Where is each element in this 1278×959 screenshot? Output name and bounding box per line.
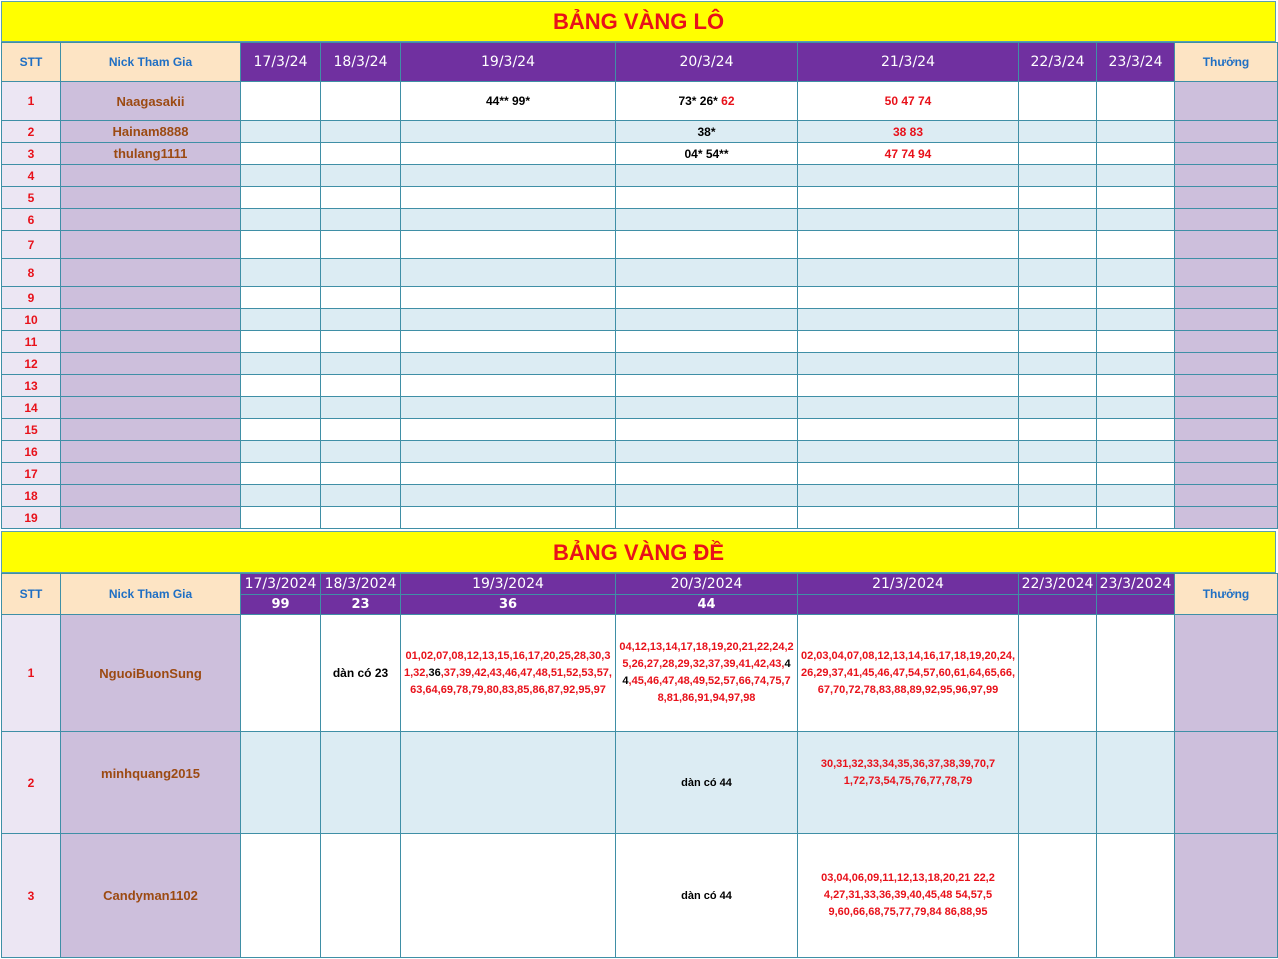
lo-cell-22 [1019, 375, 1097, 397]
de-cell-23 [1097, 834, 1175, 958]
lo-thuong-header: Thưởng [1175, 43, 1278, 82]
lo-stt-cell: 3 [2, 143, 61, 165]
de-date-header: 17/3/2024 [241, 574, 321, 595]
lo-cell-20 [616, 287, 798, 309]
lo-stt-cell: 18 [2, 485, 61, 507]
de-cell-21: 30,31,32,33,34,35,36,37,38,39,70,71,72,73,54,75,76,77,78,79 [798, 732, 1019, 834]
lo-cell-18 [321, 353, 401, 375]
de-thuong-cell [1175, 732, 1278, 834]
de-cell-19 [401, 834, 616, 958]
lo-cell-21 [798, 375, 1019, 397]
de-table-row [2, 615, 1278, 732]
de-cell-22 [1019, 615, 1097, 732]
lo-cell-18 [321, 231, 401, 259]
lo-cell-18 [321, 441, 401, 463]
lo-stt-cell: 5 [2, 187, 61, 209]
lo-cell-19 [401, 259, 616, 287]
lo-cell-21 [798, 507, 1019, 529]
lo-cell-21 [798, 419, 1019, 441]
lo-table-row [2, 375, 1278, 397]
lo-nick-cell [61, 397, 241, 419]
lo-cell-18 [321, 187, 401, 209]
lo-cell-19 [401, 309, 616, 331]
lo-title: BẢNG VÀNG LÔ [1, 1, 1276, 42]
de-cell-19 [401, 732, 616, 834]
lo-table-row [2, 165, 1278, 187]
lo-nick-cell [61, 419, 241, 441]
lo-cell-20 [616, 507, 798, 529]
lo-nick-cell [61, 353, 241, 375]
de-cell-17 [241, 732, 321, 834]
lo-numbers: 73* 26* [678, 94, 718, 108]
lo-cell-22 [1019, 259, 1097, 287]
lo-cell-19: 44** 99* [401, 82, 616, 121]
lo-cell-21: 47 74 94 [798, 143, 1019, 165]
lo-cell-18 [321, 143, 401, 165]
lo-cell-18 [321, 463, 401, 485]
lo-cell-20 [616, 397, 798, 419]
de-cell-23 [1097, 615, 1175, 732]
lo-cell-18 [321, 331, 401, 353]
lo-cell-21 [798, 287, 1019, 309]
de-result-cell [1097, 595, 1175, 615]
lo-stt-cell: 10 [2, 309, 61, 331]
lo-cell-21 [798, 309, 1019, 331]
de-date-header: 19/3/2024 [401, 574, 616, 595]
lo-thuong-cell [1175, 507, 1278, 529]
lo-thuong-cell [1175, 209, 1278, 231]
de-cell-17 [241, 834, 321, 958]
lo-nick-header: Nick Tham Gia [61, 43, 241, 82]
lo-cell-22 [1019, 419, 1097, 441]
lo-cell-17 [241, 209, 321, 231]
de-cell-19 [401, 615, 616, 732]
lo-cell-18 [321, 209, 401, 231]
lo-stt-cell: 7 [2, 231, 61, 259]
lo-table-row [2, 441, 1278, 463]
lo-table-row [2, 419, 1278, 441]
lo-cell-19 [401, 353, 616, 375]
lo-cell-22 [1019, 485, 1097, 507]
lo-numbers: 38* [697, 124, 716, 139]
lo-cell-22 [1019, 463, 1097, 485]
lo-thuong-cell [1175, 485, 1278, 507]
de-date-header: 21/3/2024 [798, 574, 1019, 595]
lo-cell-20 [616, 121, 798, 143]
lo-cell-19 [401, 287, 616, 309]
lo-cell-17 [241, 231, 321, 259]
de-nick-cell: Candyman1102 [61, 834, 241, 958]
lo-stt-cell: 15 [2, 419, 61, 441]
lo-cell-18 [321, 485, 401, 507]
de-numbers: ,37,39,42,43,46,47,48,51,52,53,57,63,64,69,78,79,80,83,85,86,87,92,95,97 [410, 666, 612, 696]
lo-cell-18 [321, 121, 401, 143]
lo-cell-23 [1097, 187, 1175, 209]
lo-cell-20 [616, 209, 798, 231]
lo-cell-17 [241, 309, 321, 331]
lo-cell-23 [1097, 375, 1175, 397]
lo-cell-17 [241, 331, 321, 353]
lo-cell-17 [241, 259, 321, 287]
lo-cell-21: 38 83 [798, 121, 1019, 143]
lo-cell-19 [401, 165, 616, 187]
lo-cell-22 [1019, 143, 1097, 165]
lo-cell-18 [321, 507, 401, 529]
lo-cell-17 [241, 165, 321, 187]
lo-nick-cell: thulang1111 [61, 143, 241, 165]
lo-nick-cell [61, 209, 241, 231]
lo-thuong-cell [1175, 287, 1278, 309]
lo-stt-cell: 19 [2, 507, 61, 529]
lo-table-row [2, 331, 1278, 353]
lo-cell-20 [616, 165, 798, 187]
lo-nick-cell [61, 259, 241, 287]
de-cell-18 [321, 732, 401, 834]
lo-table-row [2, 259, 1278, 287]
de-result-cell [798, 595, 1019, 615]
lo-table-row [2, 353, 1278, 375]
lo-cell-23 [1097, 441, 1175, 463]
lo-thuong-cell [1175, 143, 1278, 165]
lo-table-row [2, 309, 1278, 331]
de-date-header: 23/3/2024 [1097, 574, 1175, 595]
lo-date-header: 20/3/24 [616, 43, 798, 82]
lo-date-header: 18/3/24 [321, 43, 401, 82]
lo-table-row [2, 231, 1278, 259]
lo-date-header: 22/3/24 [1019, 43, 1097, 82]
de-cell-21: 02,03,04,07,08,12,13,14,16,17,18,19,20,24,26,29,37,41,45,46,47,54,57,60,61,64,65,66,67,70,72,78,83,88,89,92,95,96,97,99 [798, 615, 1019, 732]
lo-cell-18 [321, 82, 401, 121]
de-header-row [2, 574, 1278, 595]
lo-cell-17 [241, 485, 321, 507]
lo-stt-cell: 9 [2, 287, 61, 309]
lo-cell-21 [798, 259, 1019, 287]
lo-cell-19 [401, 485, 616, 507]
lo-table-row [2, 485, 1278, 507]
de-result-cell: 23 [321, 595, 401, 615]
lo-nick-cell [61, 507, 241, 529]
lo-date-header: 19/3/24 [401, 43, 616, 82]
lo-cell-19 [401, 463, 616, 485]
de-table-row [2, 834, 1278, 958]
lo-cell-22 [1019, 507, 1097, 529]
lo-cell-20 [616, 353, 798, 375]
lo-table-row [2, 287, 1278, 309]
lo-thuong-cell [1175, 231, 1278, 259]
lo-cell-23 [1097, 397, 1175, 419]
lo-cell-19 [401, 507, 616, 529]
lo-thuong-cell [1175, 187, 1278, 209]
lo-cell-19 [401, 187, 616, 209]
lo-thuong-cell [1175, 419, 1278, 441]
lo-cell-23 [1097, 507, 1175, 529]
lo-cell-17 [241, 187, 321, 209]
lo-table-row [2, 143, 1278, 165]
lo-cell-23 [1097, 231, 1175, 259]
lo-cell-19 [401, 397, 616, 419]
lo-cell-20 [616, 463, 798, 485]
lo-table [1, 42, 1278, 529]
de-numbers: 01,02,07,08,12,13,15,16,17,20,25,28,30,31,32, [404, 649, 611, 679]
lo-cell-23 [1097, 165, 1175, 187]
lo-cell-18 [321, 397, 401, 419]
lo-nick-cell [61, 165, 241, 187]
de-cell-17 [241, 615, 321, 732]
de-hit-number: 36 [428, 666, 441, 679]
lo-nick-cell [61, 375, 241, 397]
lo-table-row [2, 507, 1278, 529]
lo-cell-23 [1097, 209, 1175, 231]
lo-cell-17 [241, 397, 321, 419]
lo-stt-cell: 12 [2, 353, 61, 375]
lo-cell-17 [241, 82, 321, 121]
lo-cell-18 [321, 287, 401, 309]
lo-cell-23 [1097, 485, 1175, 507]
de-cell-18: dàn có 23 [321, 615, 401, 732]
lo-cell-21 [798, 331, 1019, 353]
de-date-header: 20/3/2024 [616, 574, 798, 595]
lo-cell-20 [616, 82, 798, 121]
de-thuong-cell [1175, 615, 1278, 732]
lo-cell-20 [616, 231, 798, 259]
lo-nick-cell: Hainam8888 [61, 121, 241, 143]
lo-cell-17 [241, 121, 321, 143]
lo-cell-17 [241, 441, 321, 463]
de-stt-header: STT [2, 574, 61, 615]
lo-cell-22 [1019, 82, 1097, 121]
de-cell-22 [1019, 834, 1097, 958]
lo-cell-22 [1019, 209, 1097, 231]
lo-cell-19 [401, 143, 616, 165]
de-result-cell: 36 [401, 595, 616, 615]
de-nick-header: Nick Tham Gia [61, 574, 241, 615]
lo-date-header: 23/3/24 [1097, 43, 1175, 82]
lo-table-row [2, 82, 1278, 121]
lo-cell-22 [1019, 231, 1097, 259]
lo-cell-23 [1097, 309, 1175, 331]
lo-cell-22 [1019, 187, 1097, 209]
lo-date-header: 21/3/24 [798, 43, 1019, 82]
lo-cell-18 [321, 309, 401, 331]
lo-stt-cell: 8 [2, 259, 61, 287]
lo-cell-20 [616, 375, 798, 397]
lo-cell-23 [1097, 331, 1175, 353]
lo-thuong-cell [1175, 353, 1278, 375]
de-thuong-cell [1175, 834, 1278, 958]
lo-cell-21 [798, 441, 1019, 463]
lo-hit-number: 62 [721, 94, 735, 108]
de-stt-cell: 3 [2, 834, 61, 958]
lo-cell-22 [1019, 121, 1097, 143]
lo-cell-21: 50 47 74 [798, 82, 1019, 121]
lo-thuong-cell [1175, 259, 1278, 287]
lo-cell-17 [241, 507, 321, 529]
lo-cell-17 [241, 353, 321, 375]
de-cell-21: 03,04,06,09,11,12,13,18,20,21 22,24,27,31,33,36,39,40,45,48 54,57,59,60,66,68,75,77,79,84 86,88,95 [798, 834, 1019, 958]
lo-cell-22 [1019, 287, 1097, 309]
lo-cell-20 [616, 419, 798, 441]
lo-cell-22 [1019, 331, 1097, 353]
de-nick-cell: NguoiBuonSung [61, 615, 241, 732]
de-result-cell [1019, 595, 1097, 615]
lo-thuong-cell [1175, 331, 1278, 353]
lo-cell-22 [1019, 441, 1097, 463]
lo-table-row [2, 121, 1278, 143]
lo-stt-cell: 4 [2, 165, 61, 187]
lo-nick-cell [61, 309, 241, 331]
lo-cell-21 [798, 397, 1019, 419]
lo-cell-20 [616, 187, 798, 209]
lo-stt-cell: 2 [2, 121, 61, 143]
lo-cell-23 [1097, 121, 1175, 143]
lo-cell-20 [616, 143, 798, 165]
lo-date-header: 17/3/24 [241, 43, 321, 82]
lo-thuong-cell [1175, 375, 1278, 397]
lo-cell-20 [616, 485, 798, 507]
lo-cell-17 [241, 375, 321, 397]
lo-cell-17 [241, 463, 321, 485]
lo-cell-18 [321, 375, 401, 397]
de-table-row [2, 732, 1278, 834]
lo-stt-cell: 1 [2, 82, 61, 121]
lo-cell-23 [1097, 353, 1175, 375]
de-result-cell: 44 [616, 595, 798, 615]
de-table [1, 573, 1278, 958]
lo-cell-18 [321, 259, 401, 287]
lo-stt-cell: 6 [2, 209, 61, 231]
lo-nick-cell: Naagasakii [61, 82, 241, 121]
lo-cell-18 [321, 165, 401, 187]
lo-cell-18 [321, 419, 401, 441]
lo-cell-22 [1019, 397, 1097, 419]
de-result-cell: 99 [241, 595, 321, 615]
de-nick-cell: minhquang2015 [61, 732, 241, 834]
lo-cell-19 [401, 121, 616, 143]
lo-cell-19 [401, 209, 616, 231]
lo-cell-23 [1097, 82, 1175, 121]
lo-cell-23 [1097, 259, 1175, 287]
lo-table-row [2, 187, 1278, 209]
lo-stt-cell: 14 [2, 397, 61, 419]
lo-nick-cell [61, 485, 241, 507]
de-cell-22 [1019, 732, 1097, 834]
lo-cell-23 [1097, 287, 1175, 309]
lo-table-row [2, 397, 1278, 419]
lo-thuong-cell [1175, 397, 1278, 419]
lo-cell-17 [241, 419, 321, 441]
lo-cell-19 [401, 441, 616, 463]
lo-cell-19 [401, 331, 616, 353]
lo-cell-17 [241, 143, 321, 165]
de-thuong-header: Thưởng [1175, 574, 1278, 615]
lo-table-row [2, 209, 1278, 231]
lo-cell-19 [401, 375, 616, 397]
lo-thuong-cell [1175, 82, 1278, 121]
lo-thuong-cell [1175, 309, 1278, 331]
de-hit-number: 44 [622, 658, 791, 687]
lo-cell-22 [1019, 309, 1097, 331]
de-date-header: 22/3/2024 [1019, 574, 1097, 595]
de-cell-20: dàn có 44 [616, 732, 798, 834]
lo-stt-cell: 11 [2, 331, 61, 353]
de-cell-18 [321, 834, 401, 958]
de-numbers: 04,12,13,14,17,18,19,20,21,22,24,25,26,27,28,29,32,37,39,41,42,43, [619, 641, 794, 670]
lo-thuong-cell [1175, 463, 1278, 485]
de-cell-20: dàn có 44 [616, 834, 798, 958]
de-numbers: ,45,46,47,48,49,52,57,66,74,75,78,81,86,91,94,97,98 [628, 675, 791, 704]
de-title: BẢNG VÀNG ĐỀ [1, 531, 1276, 573]
lo-cell-21 [798, 209, 1019, 231]
lo-table-row [2, 463, 1278, 485]
lo-stt-cell: 13 [2, 375, 61, 397]
lo-cell-20 [616, 309, 798, 331]
lo-cell-17 [241, 287, 321, 309]
lo-thuong-cell [1175, 165, 1278, 187]
lo-cell-19 [401, 231, 616, 259]
lo-stt-cell: 17 [2, 463, 61, 485]
lo-cell-22 [1019, 165, 1097, 187]
lo-cell-21 [798, 485, 1019, 507]
lo-cell-23 [1097, 419, 1175, 441]
lo-header-row [2, 43, 1278, 82]
lo-cell-21 [798, 231, 1019, 259]
lo-cell-20 [616, 259, 798, 287]
lo-cell-19 [401, 419, 616, 441]
lo-cell-21 [798, 165, 1019, 187]
lo-nick-cell [61, 187, 241, 209]
lo-cell-23 [1097, 463, 1175, 485]
lo-nick-cell [61, 463, 241, 485]
lo-nick-cell [61, 231, 241, 259]
lo-stt-header: STT [2, 43, 61, 82]
lo-thuong-cell [1175, 441, 1278, 463]
de-stt-cell: 2 [2, 732, 61, 834]
lo-nick-cell [61, 287, 241, 309]
lo-nick-cell [61, 441, 241, 463]
lo-cell-20 [616, 331, 798, 353]
lo-numbers: 04* 54** [684, 146, 729, 161]
lo-nick-cell [61, 331, 241, 353]
lo-cell-21 [798, 187, 1019, 209]
lo-cell-20 [616, 441, 798, 463]
de-cell-23 [1097, 732, 1175, 834]
de-cell-20 [616, 615, 798, 732]
lo-cell-22 [1019, 353, 1097, 375]
lo-cell-21 [798, 463, 1019, 485]
lo-cell-23 [1097, 143, 1175, 165]
lo-cell-21 [798, 353, 1019, 375]
de-stt-cell: 1 [2, 615, 61, 732]
de-date-header: 18/3/2024 [321, 574, 401, 595]
lo-stt-cell: 16 [2, 441, 61, 463]
lo-thuong-cell [1175, 121, 1278, 143]
